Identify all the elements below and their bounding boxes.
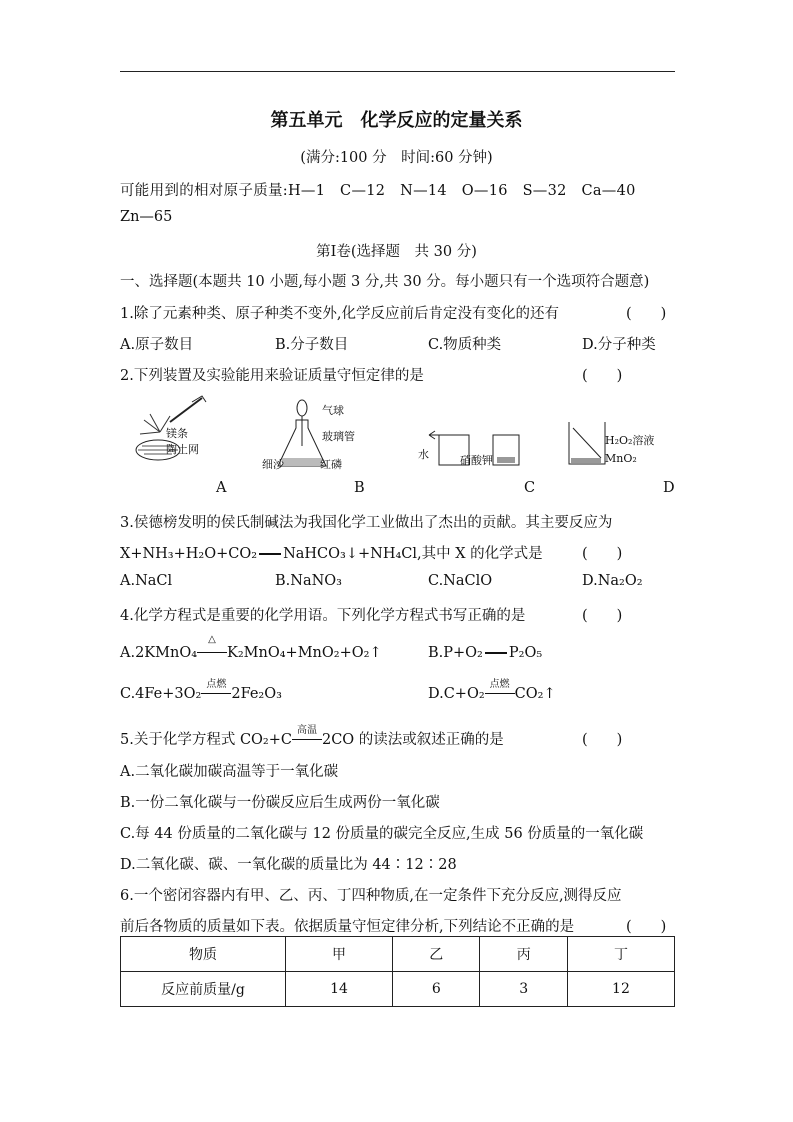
q5-option-c: C.每 44 份质量的二氧化碳与 12 份质量的碳完全反应,生成 56 份质量的一氧化碳 (120, 826, 644, 842)
answer-paren: ( ) (582, 608, 623, 624)
q1-option-d: D.分子种类 (582, 337, 656, 353)
q5-option-b: B.一份二氧化碳与一份碳反应后生成两份一氧化碳 (120, 795, 440, 811)
q3-option-c: C.NaClO (428, 573, 493, 589)
answer-paren: ( ) (626, 306, 667, 322)
page-title: 第五单元 化学反应的定量关系 (270, 110, 523, 131)
figure-b-caption: B (354, 480, 365, 496)
table-cell: 3 (480, 972, 567, 1007)
q4-option-a: A.2KMnO₄ △ K₂MnO₄+MnO₂+O₂↑ (120, 634, 382, 661)
atomic-masses: 可能用到的相对原子质量:H—1 C—12 N—14 O—16 S—32 Ca—40 (120, 183, 636, 199)
figure-d-caption: D (663, 480, 675, 496)
table-header-cell: 丙 (480, 937, 567, 972)
q1-option-c: C.物质种类 (428, 337, 502, 353)
question-1-stem: 1.除了元素种类、原子种类不变外,化学反应前后肯定没有变化的还有 (120, 306, 559, 322)
figure-b-label-tube: 玻璃管 (322, 430, 355, 443)
figure-b-label-balloon: 气球 (322, 404, 344, 417)
question-2-stem: 2.下列装置及实验能用来验证质量守恒定律的是 (120, 368, 424, 384)
table-header-cell: 甲 (286, 937, 393, 972)
section-title: 第Ⅰ卷(选择题 共 30 分) (316, 244, 477, 260)
q4-option-d: D.C+O₂ 点燃 CO₂↑ (428, 679, 556, 702)
figure-d-label-h2o2: H₂O₂溶液 (605, 434, 655, 447)
figure-c-caption: C (524, 480, 536, 496)
table-header-row (121, 937, 675, 972)
q5-option-a: A.二氧化碳加碳高温等于一氧化碳 (120, 764, 339, 780)
equals-line (259, 553, 281, 555)
question-4-stem: 4.化学方程式是重要的化学用语。下列化学方程式书写正确的是 (120, 608, 526, 624)
exam-meta: (满分:100 分 时间:60 分钟) (300, 150, 493, 166)
figure-c-label-water: 水 (418, 448, 429, 461)
q3-option-a: A.NaCl (120, 573, 173, 589)
answer-paren: ( ) (582, 732, 623, 748)
figure-a-label-net: 陶土网 (166, 443, 199, 456)
table-header-cell: 物质 (121, 937, 286, 972)
q4-option-b: B.P+O₂ P₂O₅ (428, 645, 543, 661)
question-3-equation: X+NH₃+H₂O+CO₂ NaHCO₃↓+NH₄Cl,其中 X 的化学式是 (120, 546, 543, 562)
table-cell: 12 (567, 972, 674, 1007)
q4-option-c: C.4Fe+3O₂ 点燃 2Fe₂O₃ (120, 679, 282, 702)
answer-paren: ( ) (582, 368, 623, 384)
table-cell: 6 (393, 972, 480, 1007)
figure-c-label-kno3: 硝酸钾 (460, 454, 493, 467)
atomic-masses-cont: Zn—65 (120, 209, 173, 225)
q1-option-b: B.分子数目 (275, 337, 349, 353)
question-5-stem: 5.关于化学方程式 CO₂+C 高温 2CO 的读法或叙述正确的是 (120, 725, 504, 748)
section-instruction: 一、选择题(本题共 10 小题,每小题 3 分,共 30 分。每小题只有一个选项符合题意) (120, 274, 650, 290)
answer-paren: ( ) (582, 546, 623, 562)
question-3-stem: 3.侯德榜发明的侯氏制碱法为我国化学工业做出了杰出的贡献。其主要反应为 (120, 515, 613, 531)
q5-option-d: D.二氧化碳、碳、一氧化碳的质量比为 44∶12∶28 (120, 857, 457, 873)
table-cell: 反应前质量/g (121, 972, 286, 1007)
answer-paren: ( ) (626, 919, 667, 935)
q3-option-d: D.Na₂O₂ (582, 573, 643, 589)
figure-d-label-mno2: MnO₂ (605, 452, 637, 465)
q3-option-b: B.NaNO₃ (275, 573, 342, 589)
table-cell: 14 (286, 972, 393, 1007)
top-rule (120, 71, 675, 72)
figure-b-label-sand: 细沙 (262, 458, 284, 471)
table-row (121, 972, 675, 1007)
question-6-stem-cont: 前后各物质的质量如下表。依据质量守恒定律分析,下列结论不正确的是 (120, 919, 575, 935)
table-header-cell: 丁 (567, 937, 674, 972)
mass-table (120, 936, 675, 1007)
table-header-cell: 乙 (393, 937, 480, 972)
figure-b-label-phosphorus: 红磷 (320, 458, 342, 471)
q1-option-a: A.原子数目 (120, 337, 194, 353)
figure-a-label-mg: 镁条 (166, 427, 188, 440)
figure-a-caption: A (216, 480, 227, 496)
question-6-stem: 6.一个密闭容器内有甲、乙、丙、丁四种物质,在一定条件下充分反应,测得反应 (120, 888, 622, 904)
